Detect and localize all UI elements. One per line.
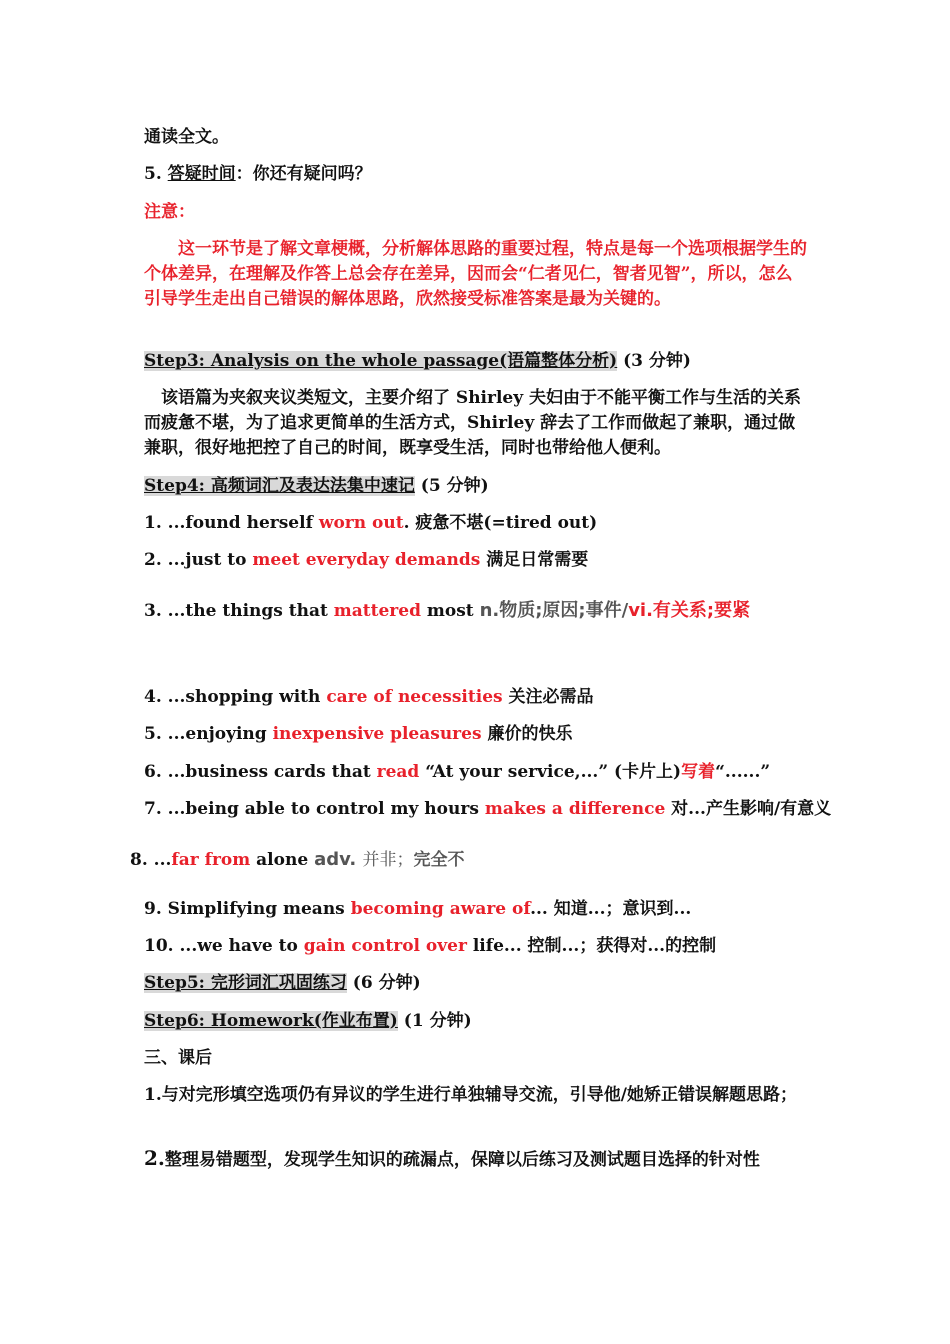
vocab-6-key: read — [376, 762, 420, 782]
after-class-item-2-text: 整理易错题型，发现学生知识的疏漏点，保障以后练习及测试题目选择的针对性 — [164, 1150, 760, 1170]
vocab-3-pre: 3. ...the things that — [144, 601, 334, 621]
vocab-item-8 — [130, 848, 464, 872]
vocab-6-post2: “......” — [715, 762, 771, 782]
vocab-9-post: ... 知道...；意识到... — [530, 899, 692, 919]
step5-title: Step5: 完形词汇巩固练习 — [144, 973, 347, 993]
vocab-item-10 — [144, 934, 716, 958]
vocab-item-4 — [144, 685, 594, 709]
step4-title: Step4: 高频词汇及表达法集中速记 — [144, 476, 415, 496]
vocab-2-key: meet everyday demands — [252, 550, 481, 570]
vocab-1-pre: 1. ...found herself — [144, 513, 319, 533]
vocab-2-post: 满足日常需要 — [480, 550, 589, 570]
vocab-4-pre: 4. ...shopping with — [144, 687, 327, 707]
vocab-7-pre: 7. ...being able to control my hours — [144, 799, 485, 819]
vocab-item-5 — [144, 722, 572, 746]
vocab-7-post: 对...产生影响/有意义 — [665, 799, 832, 819]
vocab-8-gray3: 完全不 — [413, 850, 465, 870]
step6-heading — [144, 1009, 472, 1033]
step3-title: Step3: Analysis on the whole passage(语篇整体分析) — [144, 351, 618, 371]
vocab-6-key2: 写着 — [681, 762, 716, 782]
vocab-item-7 — [144, 797, 831, 821]
vocab-7-key: makes a difference — [484, 799, 666, 819]
vocab-1-key: worn out — [318, 513, 404, 533]
after-class-item-1: 1.与对完形填空选项仍有异议的学生进行单独辅导交流，引导他/她矫正错误解题思路； — [144, 1085, 797, 1105]
vocab-item-2 — [144, 548, 588, 572]
q5-rest: ：你还有疑问吗？ — [235, 164, 372, 184]
q5-title: 答疑时间 — [167, 164, 236, 184]
vocab-8-gray: adv. — [314, 849, 363, 870]
vocab-8-key: far from — [171, 850, 251, 870]
vocab-item-3 — [144, 599, 750, 623]
vocab-9-key: becoming aware of — [350, 899, 531, 919]
step5-time: (6 分钟) — [346, 973, 421, 993]
after-class-item-2-num: 2. — [144, 1146, 165, 1170]
vocab-3-key: mattered — [333, 601, 421, 621]
vocab-5-key: inexpensive pleasures — [272, 724, 482, 744]
vocab-5-pre: 5. ...enjoying — [144, 724, 273, 744]
read-all-text: 通读全文。 — [144, 127, 229, 147]
step5-heading — [144, 971, 421, 995]
vocab-item-9 — [144, 897, 691, 921]
after-class-heading: 三、课后 — [144, 1048, 212, 1068]
vocab-8-post: alone — [250, 850, 315, 870]
vocab-item-1 — [144, 511, 597, 535]
vocab-9-pre: 9. Simplifying means — [144, 899, 351, 919]
step3-paragraph: 该语篇为夹叙夹议类短文，主要介绍了 Shirley 夫妇由于不能平衡工作与生活的关系而疲惫不堪，为了追求更简单的生活方式，Shirley 辞去了工作而做起了兼职，通过做兼职，很好地把控了自己的时间，既享受生活，同时也带给他人便利。 — [144, 388, 802, 458]
vocab-10-pre: 10. ...we have to — [144, 936, 304, 956]
vocab-item-6 — [144, 760, 770, 784]
step3-heading — [144, 349, 691, 373]
step6-time: (1 分钟) — [397, 1011, 472, 1031]
step4-time: (5 分钟) — [414, 476, 489, 496]
vocab-10-post: life... 控制...；获得对...的控制 — [466, 936, 717, 956]
vocab-1-post: . 疲惫不堪(=tired out) — [403, 513, 598, 533]
vocab-4-key: care of necessities — [326, 687, 503, 707]
step4-heading — [144, 474, 489, 498]
vocab-3-red: vi.有关系;要紧 — [628, 600, 751, 621]
note-paragraph: 这一环节是了解文章梗概，分析解体思路的重要过程，特点是每一个选项根据学生的个体差异，在理解及作答上总会存在差异，因而会“仁者见仁，智者见智”，所以，怎么引导学生走出自己错误的解体思路，欣然接受标准答案是最为关键的。 — [144, 239, 807, 309]
vocab-3-post: most — [420, 601, 480, 621]
vocab-6-post: “At your service,...” (卡片上) — [419, 762, 682, 782]
vocab-4-post: 关注必需品 — [502, 687, 594, 707]
vocab-3-gray: n.物质;原因;事件/ — [479, 600, 629, 621]
note-label: 注意： — [144, 202, 195, 222]
vocab-6-pre: 6. ...business cards that — [144, 762, 377, 782]
step3-time: (3 分钟) — [617, 351, 691, 371]
question-time-line — [144, 162, 372, 186]
vocab-2-pre: 2. ...just to — [144, 550, 253, 570]
step6-title: Step6: Homework(作业布置) — [144, 1011, 398, 1031]
vocab-8-gray2: 并非； — [362, 850, 414, 870]
q5-number: 5. — [144, 164, 162, 184]
vocab-5-post: 廉价的快乐 — [481, 724, 573, 744]
after-class-item-2 — [144, 1146, 808, 1173]
vocab-10-key: gain control over — [303, 936, 467, 956]
vocab-8-pre: 8. ... — [130, 850, 172, 870]
